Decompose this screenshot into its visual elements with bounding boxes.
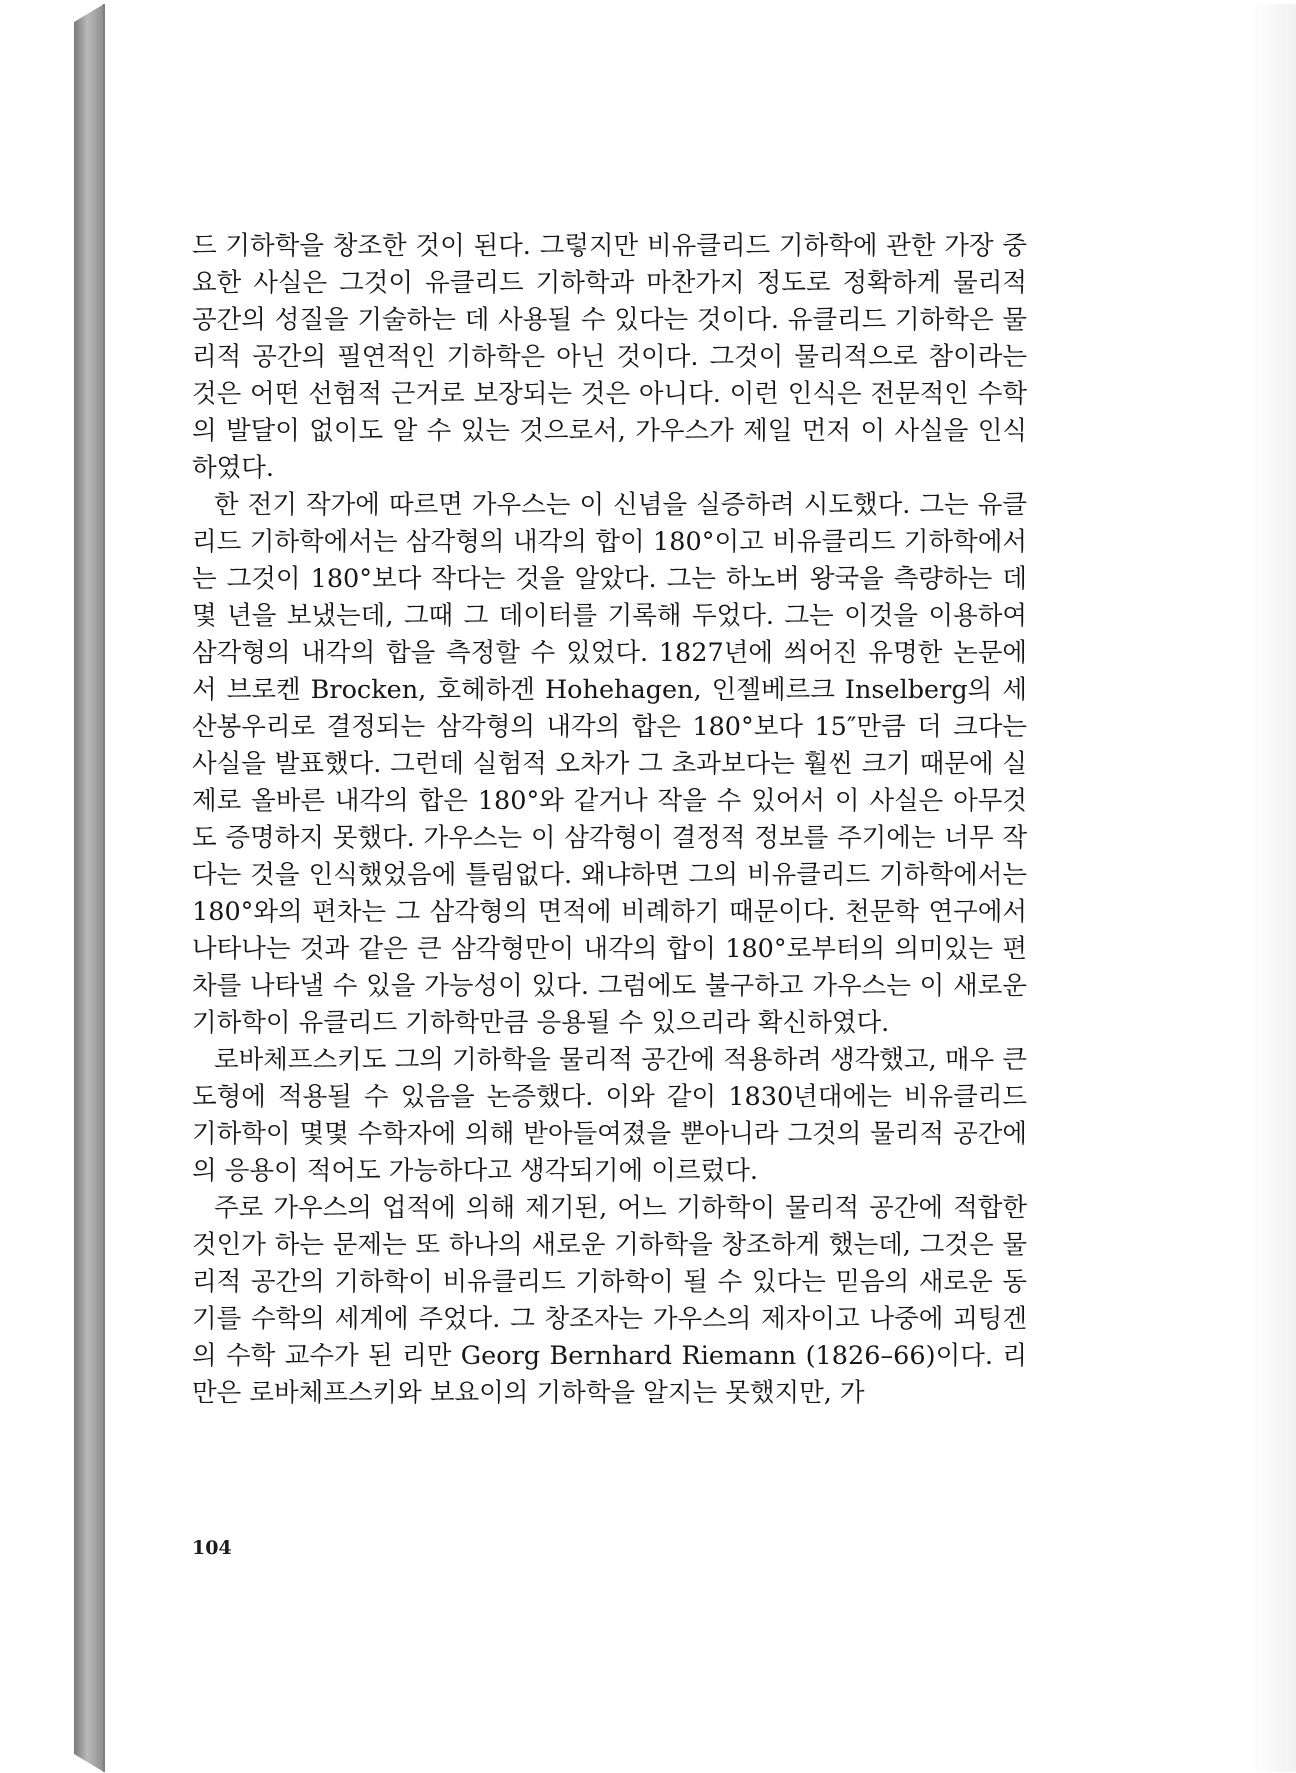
- page-number: 104: [192, 1537, 232, 1559]
- paragraph-1: 드 기하학을 창조한 것이 된다. 그렇지만 비유클리드 기하학에 관한 가장 중요한 사실은 그것이 유클리드 기하학과 마찬가지 정도로 정확하게 물리적 공간의 성질을 기술하는 데 사용될 수 있다는 것이다. 유클리드 기하학은 물리적 공간의 필연적인 기하학은 아닌 것이다. 그것이 물리적으로 참이라는 것은 어떤 선험적 근거로 보장되는 것은 아니다. 이런 인식은 전문적인 수학의 발달이 없이도 알 수 있는 것으로서, 가우스가 제일 먼저 이 사실을 인식하였다.: [192, 231, 1027, 483]
- paragraph-4: 주로 가우스의 업적에 의해 제기된, 어느 기하학이 물리적 공간에 적합한 것인가 하는 문제는 또 하나의 새로운 기하학을 창조하게 했는데, 그것은 물리적 공간의 기하학이 비유클리드 기하학이 될 수 있다는 믿음의 새로운 동기를 수학의 세계에 주었다. 그 창조자는 가우스의 제자이고 나중에 괴팅겐의 수학 교수가 된 리만 Georg Bernhard Riemann (1826–66)이다. 리만은 로바체프스키와 보요이의 기하학을 알지는 못했지만, 가: [192, 1193, 1027, 1408]
- paragraph-3: 로바체프스키도 그의 기하학을 물리적 공간에 적용하려 생각했고, 매우 큰 도형에 적용될 수 있음을 논증했다. 이와 같이 1830년대에는 비유클리드 기하학이 몇몇 수학자에 의해 받아들여졌을 뿐아니라 그것의 물리적 공간에의 응용이 적어도 가능하다고 생각되기에 이르렀다.: [192, 1045, 1027, 1186]
- body-text: [192, 228, 1027, 1412]
- paragraph-2: 한 전기 작가에 따르면 가우스는 이 신념을 실증하려 시도했다. 그는 유클리드 기하학에서는 삼각형의 내각의 합이 180°이고 비유클리드 기하학에서는 그것이 180°보다 작다는 것을 알았다. 그는 하노버 왕국을 측량하는 데 몇 년을 보냈는데, 그때 그 데이터를 기록해 두었다. 그는 이것을 이용하여 삼각형의 내각의 합을 측정할 수 있었다. 1827년에 씌어진 유명한 논문에서 브로켄 Brocken, 호헤하겐 Hohehagen, 인젤베르크 Inselberg의 세 산봉우리로 결정되는 삼각형의 내각의 합은 180°보다 15″만큼 더 크다는 사실을 발표했다. 그런데 실험적 오차가 그 초과보다는 훨씬 크기 때문에 실제로 올바른 내각의 합은 180°와 같거나 작을 수 있어서 이 사실은 아무것도 증명하지 못했다. 가우스는 이 삼각형이 결정적 정보를 주기에는 너무 작다는 것을 인식했었음에 틀림없다. 왜냐하면 그의 비유클리드 기하학에서는 180°와의 편차는 그 삼각형의 면적에 비례하기 때문이다. 천문학 연구에서 나타나는 것과 같은 큰 삼각형만이 내각의 합이 180°로부터의 의미있는 편차를 나타낼 수 있을 가능성이 있다. 그럼에도 불구하고 가우스는 이 새로운 기하학이 유클리드 기하학만큼 응용될 수 있으리라 확신하였다.: [192, 490, 1027, 1038]
- book-spine-edge: [74, 4, 104, 1772]
